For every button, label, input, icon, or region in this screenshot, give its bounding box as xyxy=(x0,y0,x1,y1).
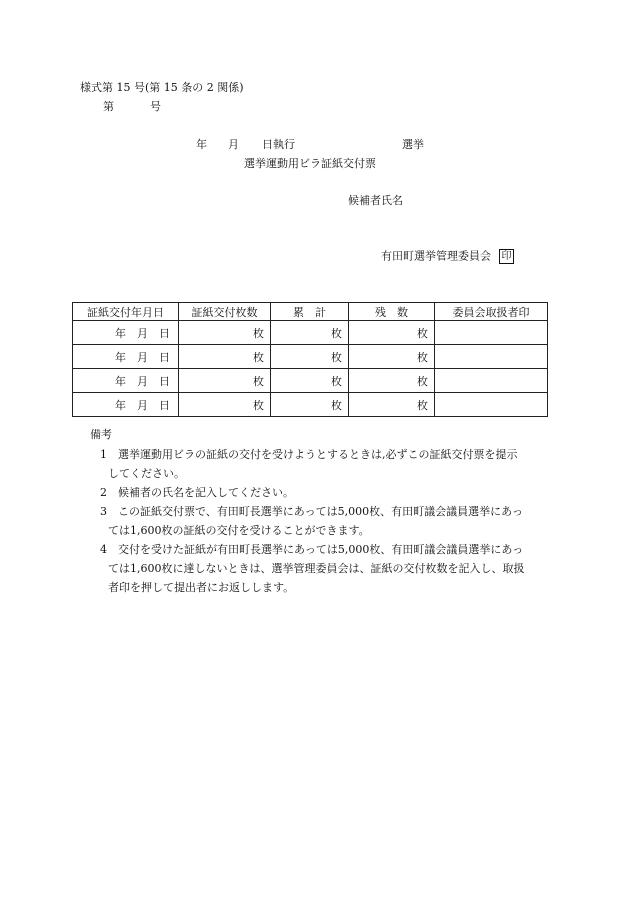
committee-line xyxy=(381,249,514,264)
issued-count-cell[interactable]: 枚 xyxy=(179,345,271,369)
seal-mark: 印 xyxy=(499,249,514,264)
document-number-line xyxy=(103,100,161,114)
cumulative-cell[interactable]: 枚 xyxy=(271,393,349,417)
handler-seal-cell[interactable] xyxy=(435,369,548,393)
issue-date-cell[interactable]: 年 月 日 xyxy=(73,321,179,345)
remaining-cell[interactable]: 枚 xyxy=(349,321,435,345)
note-text-continued: ては1,600枚の証紙の交付を受けることができます。 xyxy=(108,524,370,537)
note-text: 候補者の氏名を記入してください。 xyxy=(118,486,294,499)
note-text-continued: してください。 xyxy=(108,467,185,480)
note-number: 1 xyxy=(100,448,107,461)
table-row xyxy=(73,393,548,417)
issue-date-cell[interactable]: 年 月 日 xyxy=(73,345,179,369)
handler-seal-cell[interactable] xyxy=(435,321,548,345)
handler-seal-cell[interactable] xyxy=(435,345,548,369)
note-text-continued: ては1,600枚に達しないときは、選挙管理委員会は、証紙の交付枚数を記入し、取扱 xyxy=(108,562,525,575)
note-item xyxy=(100,483,548,502)
issued-count-cell[interactable]: 枚 xyxy=(179,321,271,345)
issued-count-cell[interactable]: 枚 xyxy=(179,393,271,417)
year-label: 年 xyxy=(196,138,207,151)
remaining-cell[interactable]: 枚 xyxy=(349,369,435,393)
table-row xyxy=(73,369,548,393)
election-date-line xyxy=(196,138,424,152)
issuance-table xyxy=(72,302,548,417)
remaining-cell[interactable]: 枚 xyxy=(349,345,435,369)
candidate-name-label: 候補者氏名 xyxy=(348,194,403,207)
note-text-continued: 者印を押して提出者にお返しします。 xyxy=(108,581,295,594)
note-number: 4 xyxy=(100,543,107,556)
note-item xyxy=(100,540,548,597)
note-number: 3 xyxy=(100,505,107,518)
header-remaining: 残 数 xyxy=(349,303,435,321)
cumulative-cell[interactable]: 枚 xyxy=(271,369,349,393)
header-issued-count: 証紙交付枚数 xyxy=(179,303,271,321)
table-row xyxy=(73,345,548,369)
issue-date-cell[interactable]: 年 月 日 xyxy=(73,369,179,393)
form-title: 選挙運動用ビラ証紙交付票 xyxy=(244,157,376,170)
cumulative-cell[interactable]: 枚 xyxy=(271,321,349,345)
election-label: 選挙 xyxy=(402,138,424,151)
committee-name: 有田町選挙管理委員会 xyxy=(381,249,491,263)
note-text: この証紙交付票で、有田町長選挙にあっては5,000枚、有田町議会議員選挙にあっ xyxy=(118,505,524,518)
handler-seal-cell[interactable] xyxy=(435,393,548,417)
notes-title: 備考 xyxy=(90,428,112,441)
form-identifier: 様式第 15 号(第 15 条の 2 関係) xyxy=(80,81,244,94)
execution-day-label: 日執行 xyxy=(262,138,295,151)
month-label: 月 xyxy=(228,138,239,151)
note-item xyxy=(100,445,548,483)
table-row xyxy=(73,321,548,345)
number-prefix: 第 xyxy=(103,100,114,113)
remaining-cell[interactable]: 枚 xyxy=(349,393,435,417)
table-header-row xyxy=(73,303,548,321)
note-text: 選挙運動用ビラの証紙の交付を受けようとするときは,必ずこの証紙交付票を提示 xyxy=(118,448,518,461)
issued-count-cell[interactable]: 枚 xyxy=(179,369,271,393)
header-handler-seal: 委員会取扱者印 xyxy=(435,303,548,321)
note-item xyxy=(100,502,548,540)
issue-date-cell[interactable]: 年 月 日 xyxy=(73,393,179,417)
note-number: 2 xyxy=(100,486,107,499)
number-suffix: 号 xyxy=(150,100,161,113)
header-cumulative: 累 計 xyxy=(271,303,349,321)
note-text: 交付を受けた証紙が有田町長選挙にあっては5,000枚、有田町議会議員選挙にあっ xyxy=(118,543,524,556)
cumulative-cell[interactable]: 枚 xyxy=(271,345,349,369)
header-issue-date: 証紙交付年月日 xyxy=(73,303,179,321)
